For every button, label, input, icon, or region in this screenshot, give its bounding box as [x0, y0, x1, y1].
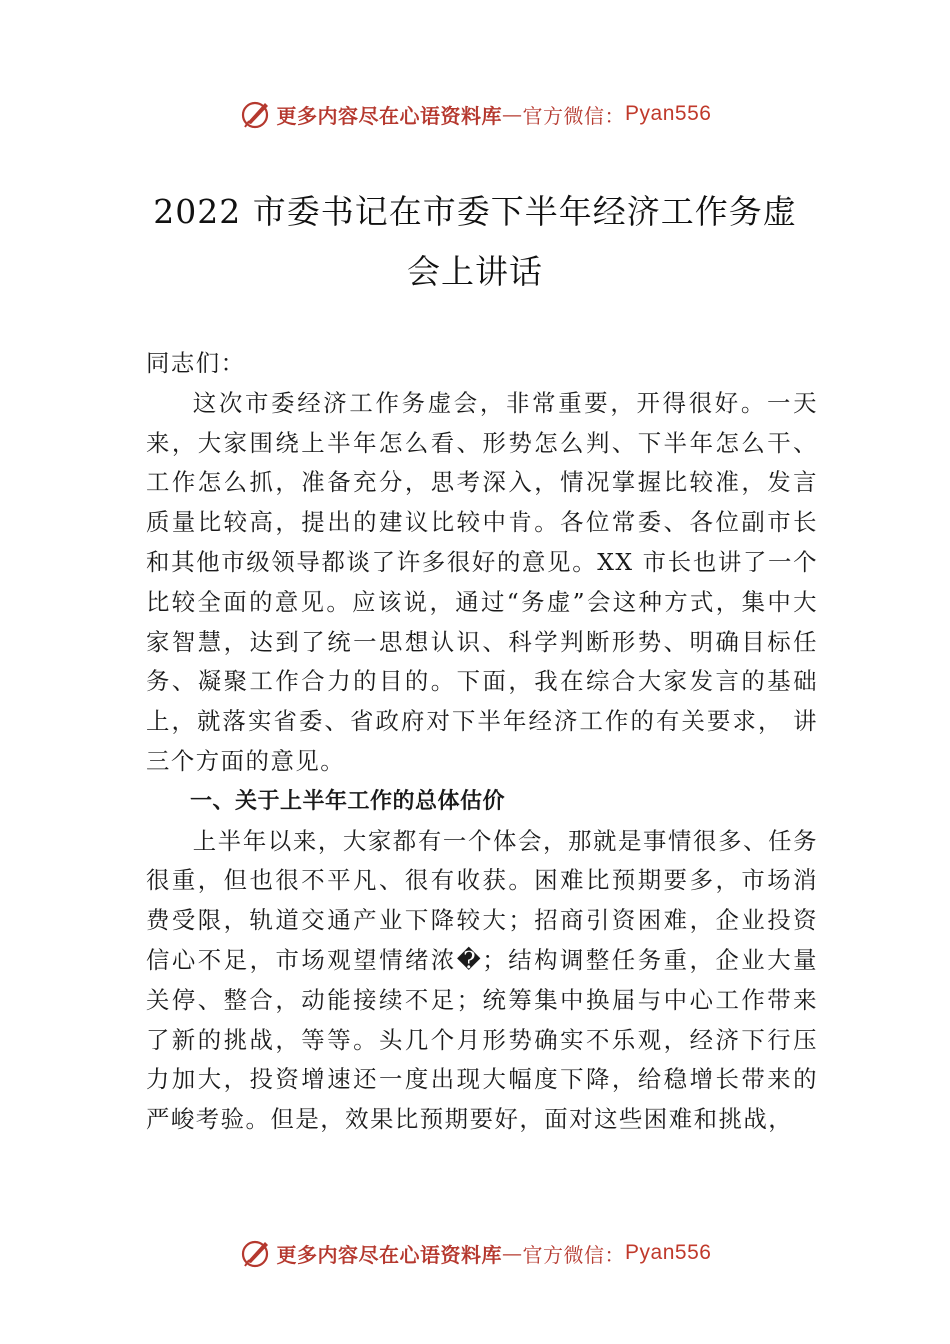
watermark-account: Pyan556 — [625, 102, 712, 125]
watermark-brand: 更多内容尽在心语资料库 — [276, 1242, 503, 1267]
document-title — [120, 182, 830, 302]
quill-pen-logo-icon — [239, 97, 273, 131]
watermark-account: Pyan556 — [625, 1241, 712, 1264]
title-line-1: 2022 市委书记在市委下半年经济工作务虚 — [153, 192, 797, 231]
quill-pen-logo-icon — [239, 1236, 273, 1270]
watermark-dash: — — [502, 102, 523, 126]
watermark-banner-top — [0, 94, 950, 134]
watermark-dash: — — [502, 1241, 523, 1265]
salutation: 同志们： — [146, 349, 246, 377]
paragraph-first-half-review: 上半年以来，大家都有一个体会，那就是事情很多、任务很重，但也很不平凡、很有收获。困难比预期要多，市场消费受限，轨道交通产业下降较大；招商引资困难，企业投资信心不足，市场观望情绪浓�；结构调整任务重，企业大量关停、整合，动能接续不足；统筹集中换届与中心工作带来了新的挑战，等等。头几个月形势确实不乐观，经济下行压力加大，投资增速还一度出现大幅度下降，给稳增长带来的严峻考验。但是，效果比预期要好，面对这些困难和挑战， — [146, 826, 818, 1134]
watermark-wechat-label: 官方微信： — [522, 1242, 626, 1267]
watermark-banner-bottom — [0, 1233, 950, 1273]
title-line-2: 会上讲话 — [407, 252, 543, 291]
watermark-wechat-label: 官方微信： — [522, 103, 626, 128]
section-heading-1: 一、关于上半年工作的总体估价 — [190, 788, 506, 814]
paragraph-opening: 这次市委经济工作务虚会，非常重要，开得很好。一天来，大家围绕上半年怎么看、形势怎么判、下半年怎么干、 工作怎么抓，准备充分，思考深入，情况掌握比较准，发言质量比较高，提出的建议比较中肯。各位常委、各位副市长和其他市级领导都谈了许多很好的意见。XX 市长也讲了一个比较全面的意见。应该说，通过“务虚”会这种方式，集中大家智慧，达到了统一思想认识、科学判断形势、明确目标任务、凝聚工作合力的目的。下面，我在综合大家发言的基础上，就落实省委、省政府对下半年经济工作的有关要求， 讲三个方面的意见。 — [146, 388, 818, 775]
document-body — [146, 344, 818, 1140]
watermark-brand: 更多内容尽在心语资料库 — [276, 103, 503, 128]
